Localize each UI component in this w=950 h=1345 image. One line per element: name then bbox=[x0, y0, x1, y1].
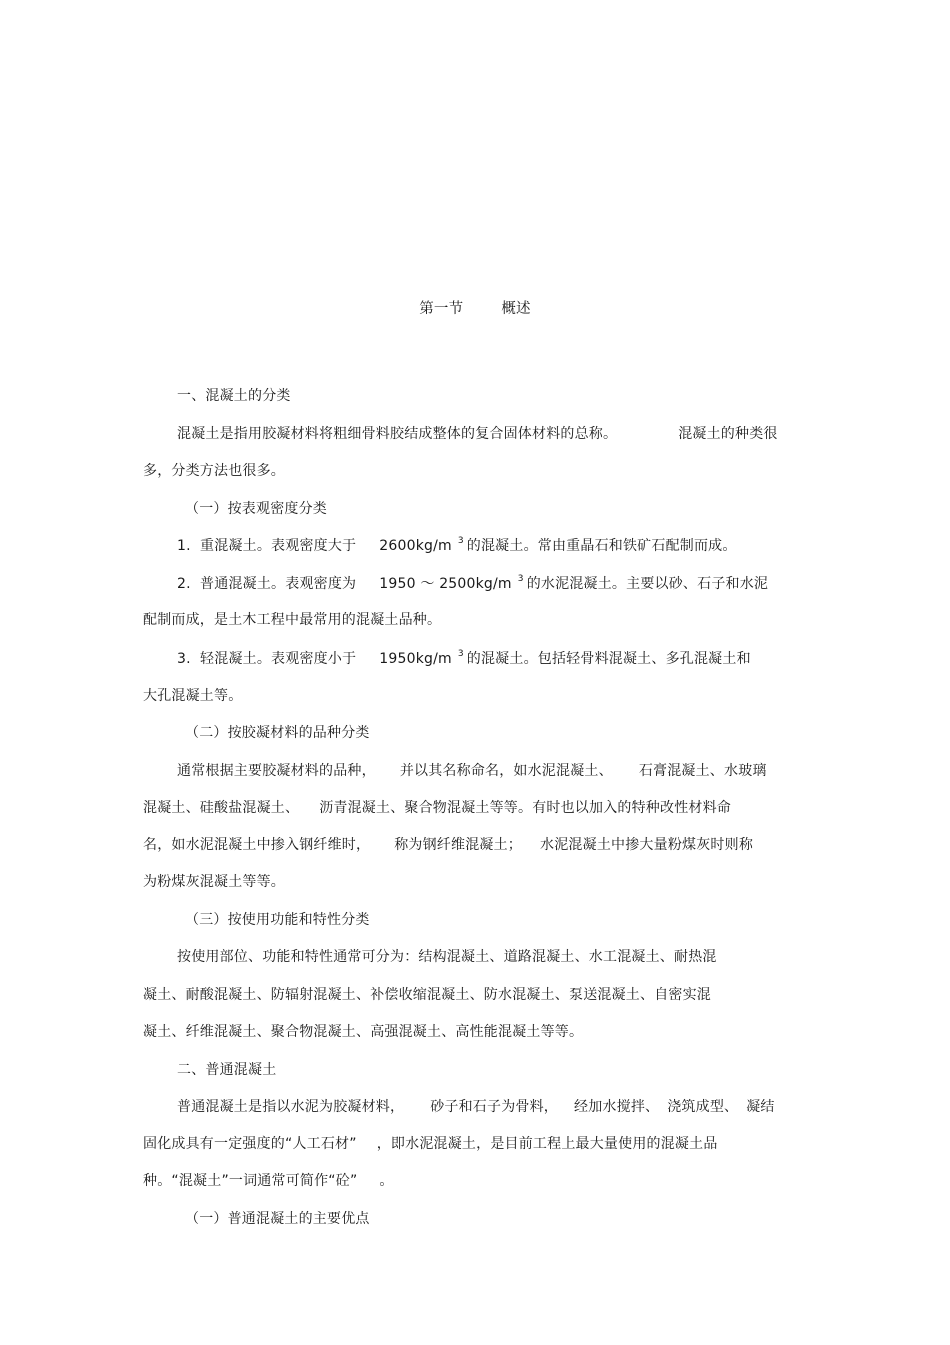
text-run: 浇筑成型、 bbox=[667, 1099, 739, 1115]
text-run: 砂子和石子为骨料， bbox=[430, 1099, 559, 1115]
section-name: 概述 bbox=[501, 301, 531, 317]
text-run: 的混凝土。包括轻骨料混凝土、多孔混凝土和 bbox=[466, 651, 751, 667]
text-run: 混凝土是指用胶凝材料将粗细骨料胶结成整体的复合固体材料的总称。 bbox=[177, 426, 618, 442]
text-run: 种。“混凝土”一词通常可简作“砼” bbox=[143, 1173, 358, 1189]
text-run: 3. 轻混凝土。表观密度小于 bbox=[177, 651, 357, 667]
subheading-advantages: （一）普通混凝土的主要优点 bbox=[185, 1211, 370, 1227]
section-number: 第一节 bbox=[419, 301, 464, 317]
paragraph-definition-line2: 多，分类方法也很多。 bbox=[143, 463, 285, 479]
paragraph-normal-line3 bbox=[143, 1171, 394, 1191]
text-run: 石膏混凝土、水玻璃 bbox=[638, 763, 767, 779]
text-run: 的混凝土。常由重晶石和铁矿石配制而成。 bbox=[466, 538, 737, 554]
section-title bbox=[0, 299, 950, 319]
text-run: 。 bbox=[379, 1173, 394, 1189]
paragraph-function-line1: 按使用部位、功能和特性通常可分为：结构混凝土、道路混凝土、水工混凝土、耐热混 bbox=[177, 949, 717, 965]
paragraph-binder-line4: 为粉煤灰混凝土等等。 bbox=[143, 874, 285, 890]
heading-normal-concrete: 二、普通混凝土 bbox=[177, 1062, 277, 1078]
text-run: 沥青混凝土、聚合物混凝土等等。有时也以加入的特种改性材料命 bbox=[319, 800, 732, 816]
item-heavy-concrete bbox=[177, 536, 737, 556]
paragraph-normal-line2 bbox=[143, 1134, 718, 1154]
text-run: 并以其名称命名，如水泥混凝土、 bbox=[399, 763, 613, 779]
text-run: 混凝土的种类很 bbox=[678, 426, 778, 442]
density-value: 2600kg/m bbox=[379, 538, 452, 554]
superscript: 3 bbox=[457, 649, 464, 659]
heading-classification: 一、混凝土的分类 bbox=[177, 388, 291, 404]
text-run: 普通混凝土是指以水泥为胶凝材料， bbox=[177, 1099, 405, 1115]
text-run: 称为钢纤维混凝土； bbox=[394, 837, 523, 853]
paragraph-binder-line3 bbox=[143, 835, 753, 855]
item-light-concrete-line2: 大孔混凝土等。 bbox=[143, 688, 243, 704]
subheading-by-binder: （二）按胶凝材料的品种分类 bbox=[185, 725, 370, 741]
item-normal-concrete-line2: 配制而成，是土木工程中最常用的混凝土品种。 bbox=[143, 612, 442, 628]
density-value: 1950 ～ 2500kg/m bbox=[379, 576, 512, 592]
superscript: 3 bbox=[457, 536, 464, 546]
text-run: 混凝土、硅酸盐混凝土、 bbox=[143, 800, 300, 816]
text-run: 2. 普通混凝土。表观密度为 bbox=[177, 576, 357, 592]
text-run: 凝结 bbox=[746, 1099, 775, 1115]
paragraph-normal-line1 bbox=[177, 1097, 775, 1117]
text-run: 通常根据主要胶凝材料的品种， bbox=[177, 763, 376, 779]
text-run: 1. 重混凝土。表观密度大于 bbox=[177, 538, 357, 554]
superscript: 3 bbox=[517, 574, 524, 584]
paragraph-binder-line1 bbox=[177, 761, 767, 781]
paragraph-definition-line1 bbox=[177, 424, 778, 444]
item-light-concrete-line1 bbox=[177, 649, 751, 669]
paragraph-binder-line2 bbox=[143, 798, 731, 818]
text-run: ，即水泥混凝土，是目前工程上最大量使用的混凝土品 bbox=[376, 1136, 718, 1152]
density-value: 1950kg/m bbox=[379, 651, 452, 667]
subheading-by-density: （一）按表观密度分类 bbox=[185, 501, 327, 517]
text-run: 经加水搅拌、 bbox=[574, 1099, 660, 1115]
text-run: 的水泥混凝土。主要以砂、石子和水泥 bbox=[526, 576, 769, 592]
text-run: 固化成具有一定强度的“人工石材” bbox=[143, 1136, 357, 1152]
paragraph-function-line2: 凝土、耐酸混凝土、防辐射混凝土、补偿收缩混凝土、防水混凝土、泵送混凝土、自密实混 bbox=[143, 987, 711, 1003]
subheading-by-function: （三）按使用功能和特性分类 bbox=[185, 912, 370, 928]
item-normal-concrete-line1 bbox=[177, 574, 768, 594]
text-run: 水泥混凝土中掺大量粉煤灰时则称 bbox=[540, 837, 754, 853]
paragraph-function-line3: 凝土、纤维混凝土、聚合物混凝土、高强混凝土、高性能混凝土等等。 bbox=[143, 1024, 584, 1040]
text-run: 名，如水泥混凝土中掺入钢纤维时， bbox=[143, 837, 371, 853]
